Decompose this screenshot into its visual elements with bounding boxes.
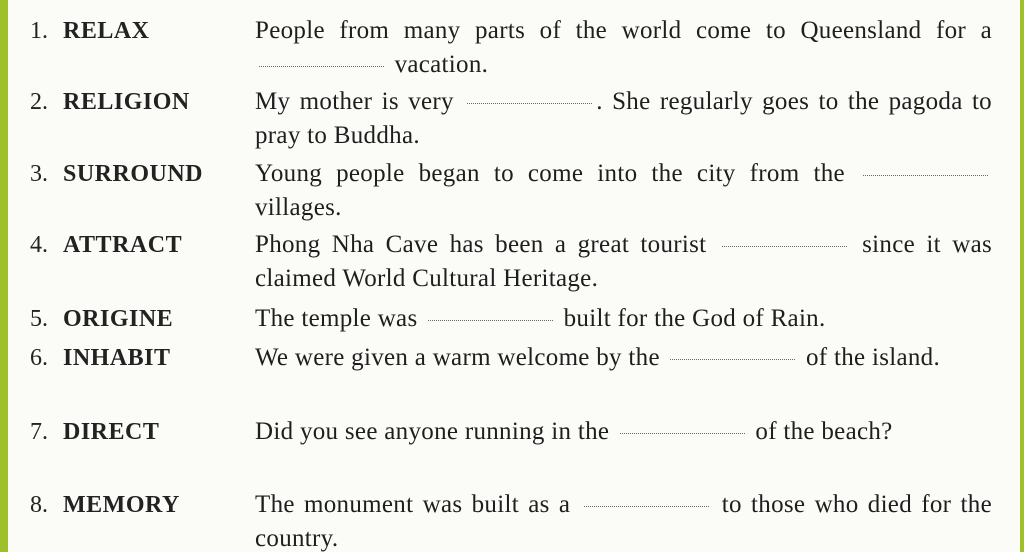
sentence-after-blank: vacation. (394, 51, 489, 78)
item-number: 8. (30, 492, 48, 518)
answer-blank (670, 358, 795, 360)
item-sentence (255, 415, 992, 449)
item-sentence (255, 14, 992, 82)
answer-blank (722, 245, 847, 247)
worksheet-page (8, 0, 1020, 552)
root-word: INHABIT (63, 345, 171, 371)
root-word: RELAX (63, 18, 150, 44)
sentence-after-blank: . She regularly goes to the pagoda to pray to Buddha. (255, 88, 992, 149)
answer-blank (863, 174, 988, 176)
answer-blank (428, 319, 553, 321)
answer-blank (467, 102, 592, 104)
item-sentence (255, 85, 992, 153)
root-word: ATTRACT (63, 232, 183, 258)
item-sentence (255, 488, 992, 552)
item-number: 6. (30, 345, 48, 371)
sentence-before-blank: We were given a warm welcome by the (255, 344, 660, 371)
sentence-after-blank: villages. (255, 194, 342, 221)
item-number: 5. (30, 306, 48, 332)
answer-blank (259, 65, 384, 67)
sentence-after-blank: of the island. (805, 344, 941, 371)
root-word: MEMORY (63, 492, 180, 518)
item-sentence (255, 341, 992, 375)
item-sentence (255, 157, 992, 225)
root-word: RELIGION (63, 89, 190, 115)
sentence-before-blank: The monument was built as a (255, 491, 571, 518)
item-number: 3. (30, 161, 48, 187)
sentence-before-blank: Young people began to come into the city from the (255, 160, 845, 187)
sentence-before-blank: The temple was (255, 305, 418, 332)
sentence-after-blank: to those who died for the country. (255, 491, 992, 552)
sentence-after-blank: of the beach? (755, 418, 893, 445)
item-sentence (255, 228, 992, 296)
sentence-after-blank: since it was claimed World Cultural Heritage. (255, 231, 992, 292)
sentence-before-blank: People from many parts of the world come to Queensland for a (255, 17, 992, 44)
item-number: 2. (30, 89, 48, 115)
sentence-before-blank: My mother is very (255, 88, 454, 115)
root-word: DIRECT (63, 419, 160, 445)
root-word: ORIGINE (63, 306, 174, 332)
answer-blank (620, 432, 745, 434)
item-sentence (255, 302, 992, 336)
item-number: 1. (30, 18, 48, 44)
item-number: 7. (30, 419, 48, 445)
root-word: SURROUND (63, 161, 204, 187)
sentence-after-blank: built for the God of Rain. (563, 305, 826, 332)
answer-blank (584, 505, 709, 507)
sentence-before-blank: Did you see anyone running in the (255, 418, 610, 445)
sentence-before-blank: Phong Nha Cave has been a great tourist (255, 231, 707, 258)
item-number: 4. (30, 232, 48, 258)
